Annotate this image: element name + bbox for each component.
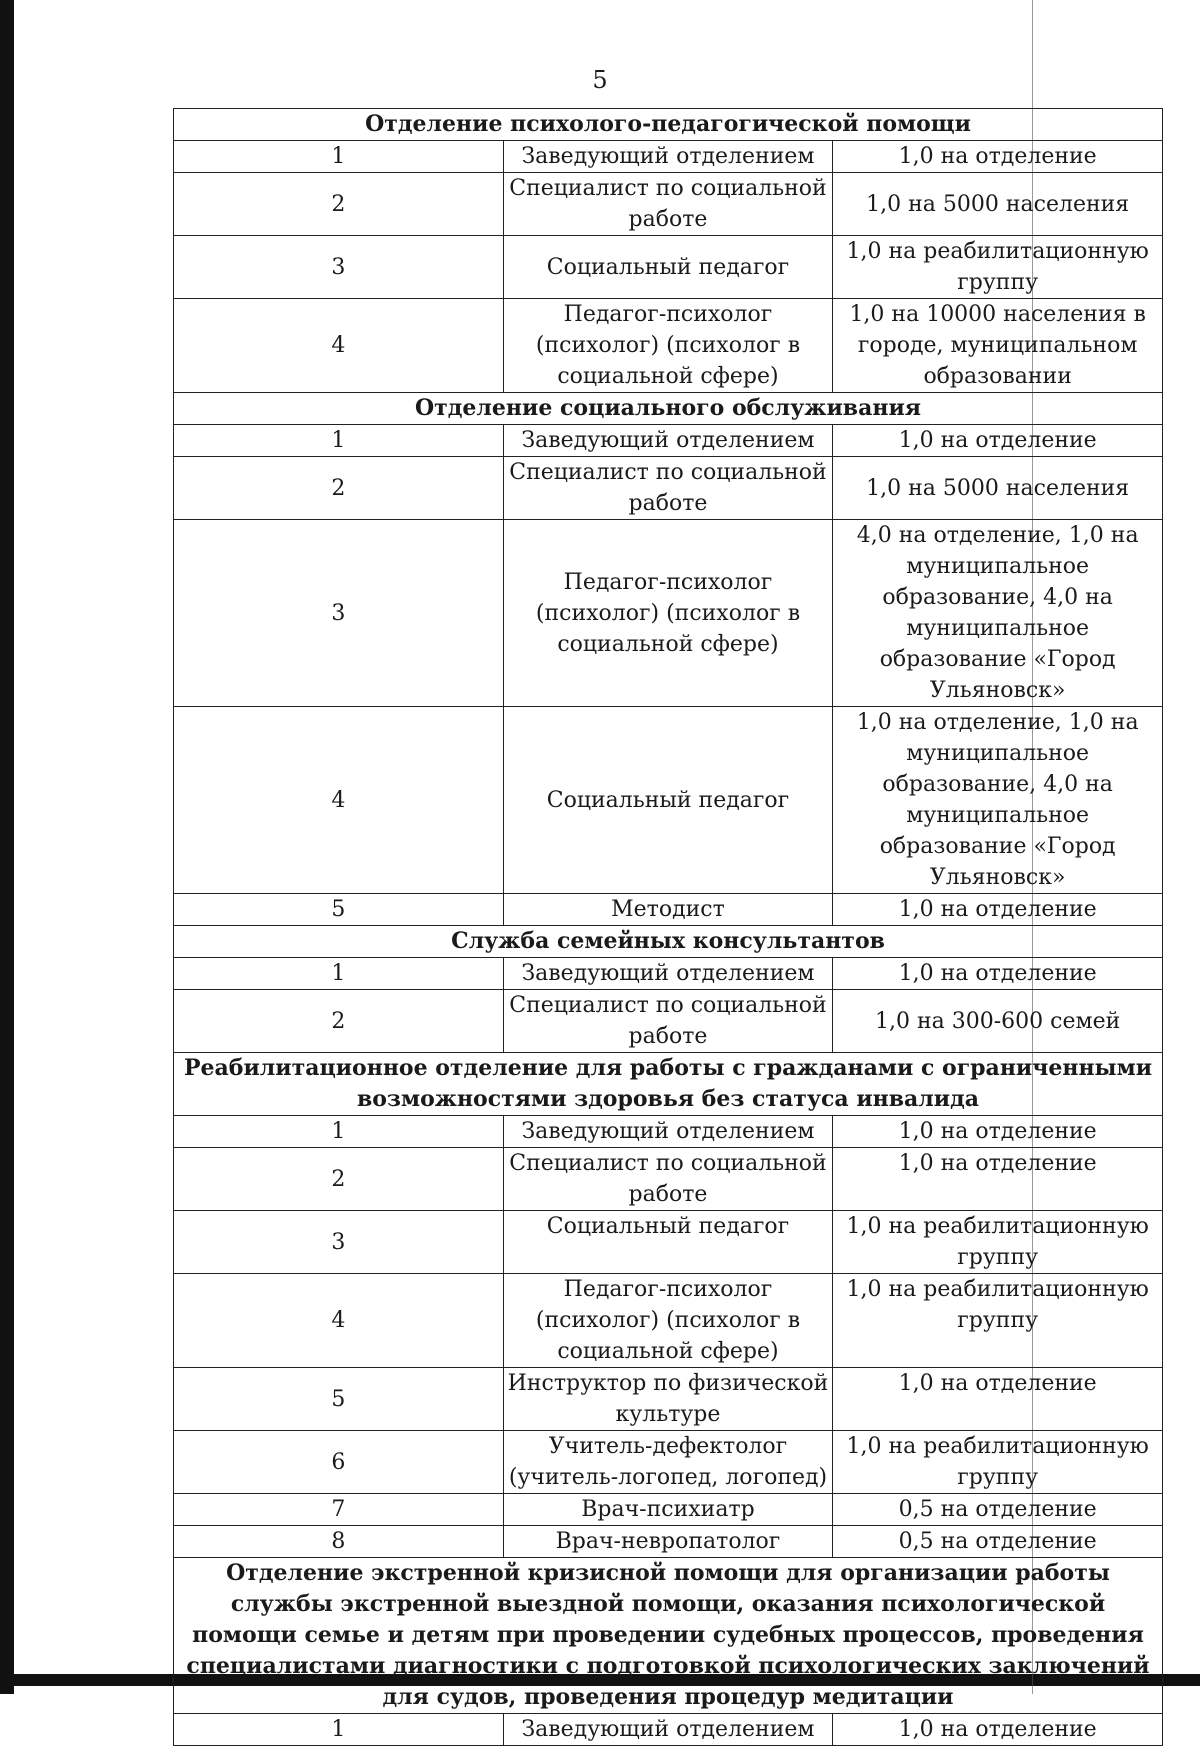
table-row — [174, 299, 1163, 393]
page-number: 5 — [592, 66, 608, 94]
position-cell: Методист — [503, 894, 833, 926]
section-header — [174, 1053, 1163, 1116]
row-number: 1 — [174, 425, 504, 457]
norm-cell: 1,0 на отделение — [833, 425, 1163, 457]
norm-cell: 1,0 на реабилитационную группу — [833, 1274, 1163, 1368]
position-cell: Специалист по социальной работе — [503, 457, 833, 520]
position-cell: Социальный педагог — [503, 236, 833, 299]
norm-cell: 1,0 на 5000 населения — [833, 173, 1163, 236]
position-cell: Педагог-психолог (психолог) (психолог в социальной сфере) — [503, 1274, 833, 1368]
norm-cell: 1,0 на реабилитационную группу — [833, 1211, 1163, 1274]
table-row — [174, 894, 1163, 926]
table-row — [174, 707, 1163, 894]
table-row — [174, 173, 1163, 236]
norm-cell: 0,5 на отделение — [833, 1526, 1163, 1558]
position-cell: Заведующий отделением — [503, 1714, 833, 1746]
row-number: 4 — [174, 1274, 504, 1368]
position-cell: Заведующий отделением — [503, 425, 833, 457]
table-row — [174, 1274, 1163, 1368]
row-number: 1 — [174, 958, 504, 990]
norm-cell: 1,0 на отделение — [833, 1116, 1163, 1148]
row-number: 4 — [174, 299, 504, 393]
staffing-table — [173, 108, 1163, 1746]
position-cell: Заведующий отделением — [503, 141, 833, 173]
row-number: 1 — [174, 1714, 504, 1746]
table-row — [174, 1714, 1163, 1746]
table-row — [174, 1211, 1163, 1274]
table-row — [174, 1368, 1163, 1431]
position-cell: Специалист по социальной работе — [503, 990, 833, 1053]
position-cell: Врач-психиатр — [503, 1494, 833, 1526]
norm-cell: 1,0 на 300-600 семей — [833, 990, 1163, 1053]
norm-cell: 1,0 на 5000 населения — [833, 457, 1163, 520]
norm-cell: 1,0 на 10000 населения в городе, муниципальном образовании — [833, 299, 1163, 393]
norm-cell: 4,0 на отделение, 1,0 на муниципальное образование, 4,0 на муниципальное образование «Город Ульяновск» — [833, 520, 1163, 707]
row-number: 2 — [174, 1148, 504, 1211]
row-number: 6 — [174, 1431, 504, 1494]
section-title: Отделение экстренной кризисной помощи для организации работы службы экстренной выездной помощи, оказания психологической помощи семье и детям при проведении судебных процессов, проведения специалистами диагностики с подготовкой психологических заключений для судов, проведения процедур медитации — [174, 1558, 1163, 1714]
section-header — [174, 1558, 1163, 1714]
table-row — [174, 236, 1163, 299]
section-title: Отделение психолого-педагогической помощи — [174, 109, 1163, 141]
norm-cell: 1,0 на отделение — [833, 141, 1163, 173]
norm-cell: 1,0 на отделение — [833, 1148, 1163, 1211]
row-number: 8 — [174, 1526, 504, 1558]
table-row — [174, 990, 1163, 1053]
section-title: Отделение социального обслуживания — [174, 393, 1163, 425]
table-row — [174, 520, 1163, 707]
norm-cell: 1,0 на реабилитационную группу — [833, 1431, 1163, 1494]
norm-cell: 0,5 на отделение — [833, 1494, 1163, 1526]
section-header — [174, 109, 1163, 141]
norm-cell: 1,0 на реабилитационную группу — [833, 236, 1163, 299]
position-cell: Инструктор по физической культуре — [503, 1368, 833, 1431]
position-cell: Педагог-психолог (психолог) (психолог в социальной сфере) — [503, 520, 833, 707]
row-number: 7 — [174, 1494, 504, 1526]
row-number: 2 — [174, 173, 504, 236]
row-number: 1 — [174, 1116, 504, 1148]
table-row — [174, 958, 1163, 990]
norm-cell: 1,0 на отделение — [833, 1368, 1163, 1431]
table-row — [174, 1431, 1163, 1494]
table-row — [174, 1116, 1163, 1148]
row-number: 4 — [174, 707, 504, 894]
row-number: 3 — [174, 236, 504, 299]
section-title: Реабилитационное отделение для работы с гражданами с ограниченными возможностями здоровья без статуса инвалида — [174, 1053, 1163, 1116]
position-cell: Специалист по социальной работе — [503, 173, 833, 236]
section-header — [174, 926, 1163, 958]
row-number: 3 — [174, 1211, 504, 1274]
norm-cell: 1,0 на отделение — [833, 894, 1163, 926]
position-cell: Социальный педагог — [503, 707, 833, 894]
row-number: 2 — [174, 990, 504, 1053]
position-cell: Заведующий отделением — [503, 958, 833, 990]
position-cell: Заведующий отделением — [503, 1116, 833, 1148]
table-row — [174, 1526, 1163, 1558]
table-row — [174, 1494, 1163, 1526]
table-row — [174, 141, 1163, 173]
row-number: 5 — [174, 894, 504, 926]
position-cell: Врач-невропатолог — [503, 1526, 833, 1558]
scan-left-edge — [0, 0, 14, 1694]
position-cell: Социальный педагог — [503, 1211, 833, 1274]
table-row — [174, 425, 1163, 457]
row-number: 1 — [174, 141, 504, 173]
norm-cell: 1,0 на отделение — [833, 1714, 1163, 1746]
row-number: 5 — [174, 1368, 504, 1431]
norm-cell: 1,0 на отделение, 1,0 на муниципальное образование, 4,0 на муниципальное образование «Город Ульяновск» — [833, 707, 1163, 894]
section-header — [174, 393, 1163, 425]
row-number: 3 — [174, 520, 504, 707]
table-row — [174, 457, 1163, 520]
table-row — [174, 1148, 1163, 1211]
position-cell: Педагог-психолог (психолог) (психолог в социальной сфере) — [503, 299, 833, 393]
section-title: Служба семейных консультантов — [174, 926, 1163, 958]
norm-cell: 1,0 на отделение — [833, 958, 1163, 990]
position-cell: Специалист по социальной работе — [503, 1148, 833, 1211]
position-cell: Учитель-дефектолог (учитель-логопед, логопед) — [503, 1431, 833, 1494]
row-number: 2 — [174, 457, 504, 520]
